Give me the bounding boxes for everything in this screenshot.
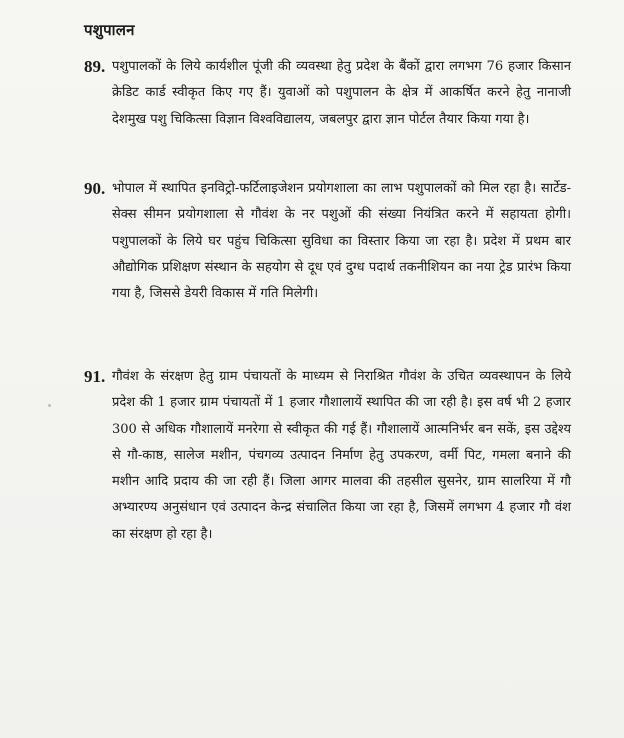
paragraph-text: पशुपालकों के लिये कार्यशील पूंजी की व्यवस्था हेतु प्रदेश के बैंकों द्वारा लगभग 76 हजार किसान क्रेडिट कार्ड स्वीकृत किए गए हैं। युवाओं को पशुपालन के क्षेत्र में आकर्षित करने हेतु नानाजी देशमुख पशु चिकित्सा विज्ञान विश्वविद्यालय, जबलपुर द्वारा ज्ञान पोर्टल तैयार किया गया है। <box>112 59 571 127</box>
paragraph-number: 89. <box>84 57 106 76</box>
paragraph-90 <box>84 176 571 307</box>
paragraph-91 <box>84 364 571 548</box>
scan-speck <box>48 404 51 407</box>
paragraph-text: गौवंश के संरक्षण हेतु ग्राम पंचायतों के माध्यम से निराश्रित गौवंश के उचित व्यवस्थापन के लिये प्रदेश की 1 हजार ग्राम पंचायतों में 1 हजार गौशालायें स्थापित की जा रही है। इस वर्ष भी 2 हजार 300 से अधिक गौशालायें मनरेगा से स्वीकृत की गई हैं। गौशालायें आत्मनिर्भर बन सकें, इस उद्देश्य से गौ-काष्ठ, सालेज मशीन, पंचगव्य उत्पादन निर्माण हेतु उपकरण, वर्मी पिट, गमला बनाने की मशीन आदि प्रदाय की जा रही हैं। जिला आगर मालवा की तहसील सुसनेर, ग्राम सालरिया में गौ अभ्यारण्य अनुसंधान एवं उत्पादन केन्द्र संचालित किया जा रहा है, जिसमें लगभग 4 हजार गौ वंश का संरक्षण हो रहा है। <box>112 369 571 542</box>
paragraph-89 <box>84 54 571 133</box>
paragraph-text: भोपाल में स्थापित इनविट्रो-फर्टिलाइजेशन प्रयोगशाला का लाभ पशुपालकों को मिल रहा है। सार्टेड-सेक्स सीमन प्रयोगशाला से गौवंश के नर पशुओं की संख्या नियंत्रित करने में सहायता होगी। पशुपालकों के लिये घर पहुंच चिकित्सा सुविधा का विस्तार किया जा रहा है। प्रदेश में प्रथम बार औद्योगिक प्रशिक्षण संस्थान के सहयोग से दूध एवं दुग्ध पदार्थ तकनीशियन का नया ट्रेड प्रारंभ किया गया है, जिससे डेयरी विकास में गति मिलेगी। <box>112 181 571 302</box>
section-heading: पशुपालन <box>84 21 135 39</box>
paragraph-number: 91. <box>84 367 106 386</box>
paragraph-number: 90. <box>84 179 106 198</box>
